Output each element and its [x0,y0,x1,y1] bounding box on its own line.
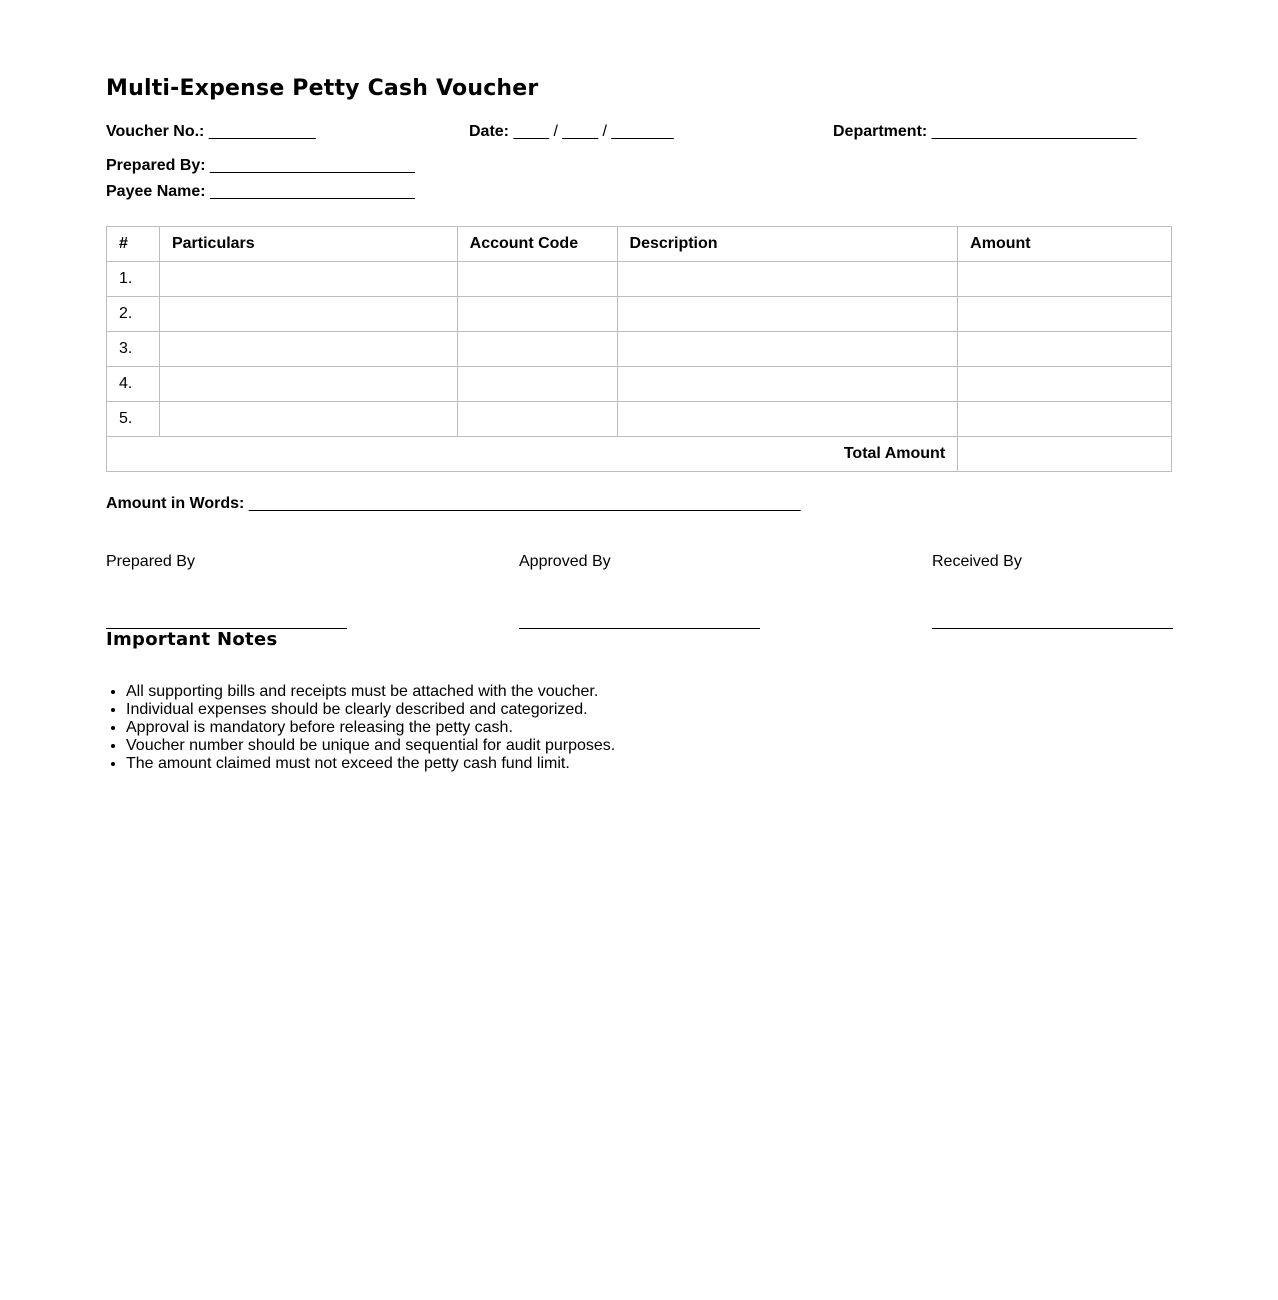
row-number: 3. [107,332,160,367]
signature-label: Received By [932,553,1022,570]
table-row [107,332,1172,367]
signature-label: Prepared By [106,553,195,570]
particulars-cell[interactable] [159,402,457,437]
table-header-row [107,227,1172,262]
department-label: Department: [833,123,928,140]
row-number: 4. [107,367,160,402]
amount-cell[interactable] [958,402,1172,437]
voucher-number-blank[interactable]: ____________ [208,123,316,140]
signature-received-by [932,552,1173,572]
amount-in-words-field [106,494,801,514]
notes-heading: Important Notes [106,629,278,650]
description-cell[interactable] [617,297,958,332]
expense-table [106,226,1172,472]
payee-name-field [106,182,415,202]
date-label: Date: [469,123,510,140]
account-code-cell[interactable] [457,402,617,437]
column-header-number: # [107,227,160,262]
list-item: • Individual expenses should be clearly described and categorized. [126,701,615,719]
account-code-cell[interactable] [457,262,617,297]
list-item: • Approval is mandatory before releasing the petty cash. [126,719,615,737]
payee-name-blank[interactable]: _______________________ [210,183,415,200]
prepared-by-label: Prepared By: [106,157,206,174]
account-code-cell[interactable] [457,332,617,367]
amount-in-words-blank[interactable]: ______________________________________________________________ [248,495,801,512]
signature-prepared-by [106,552,347,572]
list-item: • All supporting bills and receipts must be attached with the voucher. [126,683,615,701]
particulars-cell[interactable] [159,297,457,332]
signature-approved-by [519,552,760,572]
row-number: 2. [107,297,160,332]
prepared-by-blank[interactable]: _______________________ [210,157,415,174]
column-header-amount: Amount [958,227,1172,262]
column-header-particulars: Particulars [159,227,457,262]
signature-line[interactable] [519,628,760,629]
description-cell[interactable] [617,402,958,437]
document-title: Multi-Expense Petty Cash Voucher [106,76,539,101]
total-row [107,437,1172,472]
particulars-cell[interactable] [159,262,457,297]
department-field [833,122,1136,142]
row-number: 5. [107,402,160,437]
table-row [107,402,1172,437]
total-amount-label: Total Amount [107,437,958,472]
column-header-description: Description [617,227,958,262]
table-row [107,367,1172,402]
particulars-cell[interactable] [159,332,457,367]
account-code-cell[interactable] [457,367,617,402]
amount-cell[interactable] [958,297,1172,332]
date-field [469,122,674,142]
voucher-number-label: Voucher No.: [106,123,205,140]
notes-list [126,683,615,773]
description-cell[interactable] [617,262,958,297]
date-blank[interactable]: ____ / ____ / _______ [513,123,674,140]
column-header-account-code: Account Code [457,227,617,262]
description-cell[interactable] [617,332,958,367]
list-item: • The amount claimed must not exceed the petty cash fund limit. [126,755,615,773]
account-code-cell[interactable] [457,297,617,332]
description-cell[interactable] [617,367,958,402]
table-row [107,297,1172,332]
amount-cell[interactable] [958,367,1172,402]
amount-in-words-label: Amount in Words: [106,495,245,512]
amount-cell[interactable] [958,262,1172,297]
department-blank[interactable]: _______________________ [931,123,1137,140]
signature-label: Approved By [519,553,611,570]
table-row [107,262,1172,297]
amount-cell[interactable] [958,332,1172,367]
voucher-number-field [106,122,316,142]
payee-name-label: Payee Name: [106,183,206,200]
prepared-by-field [106,156,415,176]
total-amount-cell[interactable] [958,437,1172,472]
row-number: 1. [107,262,160,297]
particulars-cell[interactable] [159,367,457,402]
signature-line[interactable] [932,628,1173,629]
list-item: • Voucher number should be unique and sequential for audit purposes. [126,737,615,755]
